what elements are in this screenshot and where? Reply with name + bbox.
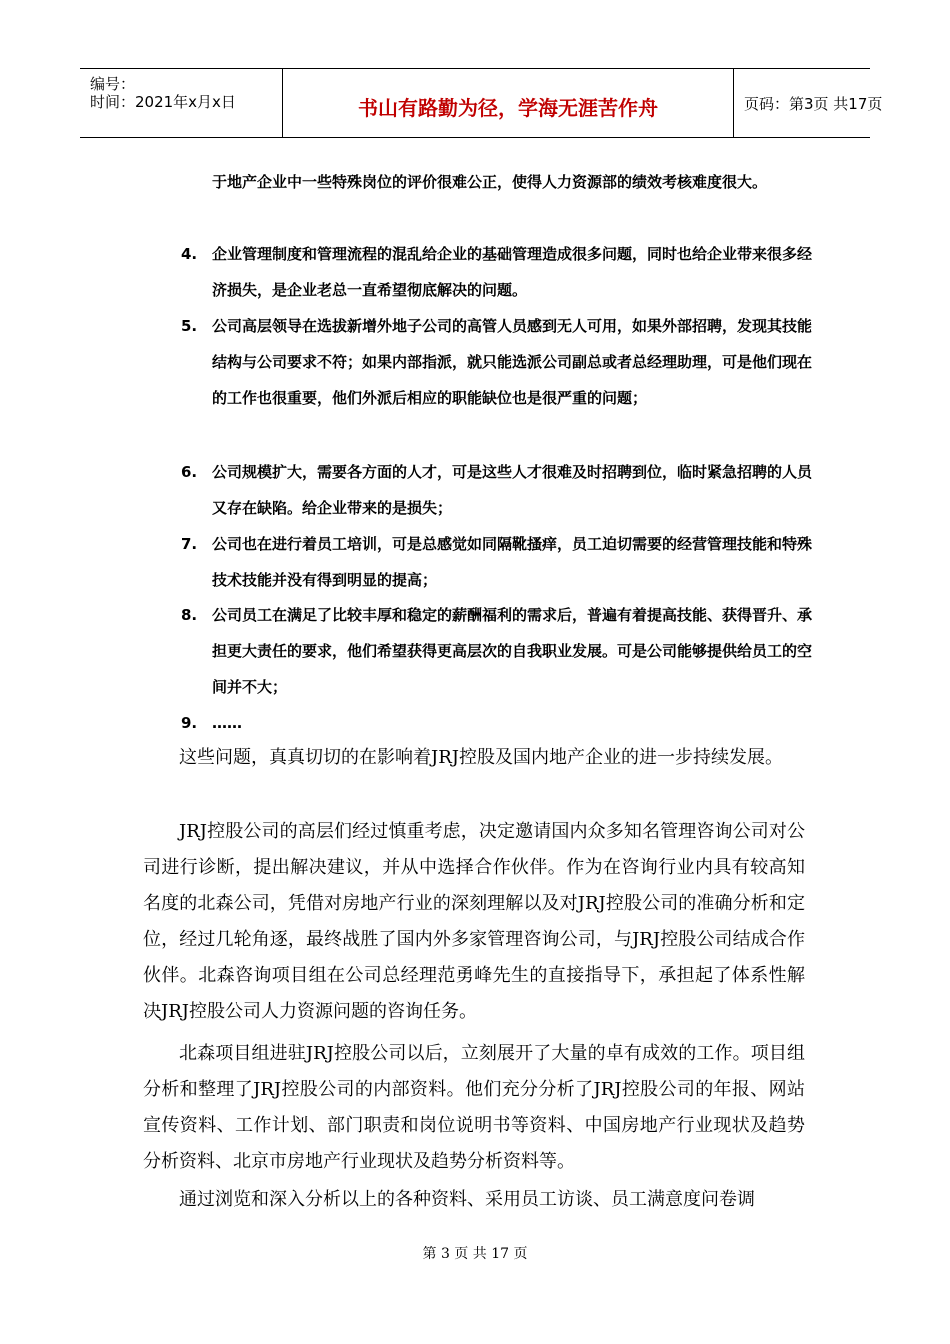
list-item-number: 8. [181,606,198,624]
body-paragraph: 通过浏览和深入分析以上的各种资料、采用员工访谈、员工满意度问卷调 [179,1189,755,1210]
list-continuation: 于地产企业中一些特殊岗位的评价很难公正，使得人力资源部的绩效考核难度很大。 [212,173,768,191]
date-label: 时间：2021年x月x日 [90,93,236,111]
page-footer: 第 3 页 共 17 页 [422,1246,528,1262]
list-item-number: 6. [181,463,198,481]
body-paragraph: 北森项目组进驻JRJ控股公司以后，立刻展开了大量的卓有成效的工作。项目组分析和整理了JRJ控股公司的内部资料。他们充分分析了JRJ控股公司的年报、网站宣传资料、工作计划、部门职责和岗位说明书等资料、中国房地产行业现状及趋势分析资料、北京市房地产行业现状及趋势分析资料等。 [143,1043,805,1172]
list-item-number: 4. [181,245,198,263]
list-item: 公司规模扩大，需要各方面的人才，可是这些人才很难及时招聘到位，临时紧急招聘的人员又存在缺陷。给企业带来的是损失； [212,463,813,517]
page-header [80,68,883,138]
list-item-number: 7. [181,535,198,553]
header-motto-cell [283,69,734,137]
header-page-cell [734,69,883,137]
list-item-number: 5. [181,317,198,335]
list-item: 公司高层领导在选拔新增外地子公司的高管人员感到无人可用，如果外部招聘，发现其技能结构与公司要求不符；如果内部指派，就只能选派公司副总或者总经理助理，可是他们现在的工作也很重要，他们外派后相应的职能缺位也是很严重的问题； [212,317,813,407]
header-meta-cell [80,69,283,137]
list-item: 公司员工在满足了比较丰厚和稳定的薪酬福利的需求后，普遍有着提高技能、获得晋升、承担更大责任的要求，他们希望获得更高层次的自我职业发展。可是公司能够提供给员工的空间并不大； [212,606,813,696]
code-label: 编号： [90,75,136,93]
page-label: 页码：第3页 共17页 [744,95,883,113]
motto-text: 书山有路勤为径，学海无涯苦作舟 [358,96,658,120]
list-item: 企业管理制度和管理流程的混乱给企业的基础管理造成很多问题，同时也给企业带来很多经济损失，是企业老总一直希望彻底解决的问题。 [212,245,813,299]
list-item-number: 9. [181,714,198,732]
body-paragraph: JRJ控股公司的高层们经过慎重考虑，决定邀请国内众多知名管理咨询公司对公司进行诊断，提出解决建议，并从中选择合作伙伴。作为在咨询行业内具有较高知名度的北森公司，凭借对房地产行业的深刻理解以及对JRJ控股公司的准确分析和定位，经过几轮角逐，最终战胜了国内外多家管理咨询公司，与JRJ控股公司结成合作伙伴。北森咨询项目组在公司总经理范勇峰先生的直接指导下，承担起了体系性解决JRJ控股公司人力资源问题的咨询任务。 [143,821,805,1022]
body-paragraph: 这些问题，真真切切的在影响着JRJ控股及国内地产企业的进一步持续发展。 [179,747,783,768]
list-item: 公司也在进行着员工培训，可是总感觉如同隔靴搔痒，员工迫切需要的经营管理技能和特殊技术技能并没有得到明显的提高； [212,535,813,589]
list-item: …… [212,714,242,732]
